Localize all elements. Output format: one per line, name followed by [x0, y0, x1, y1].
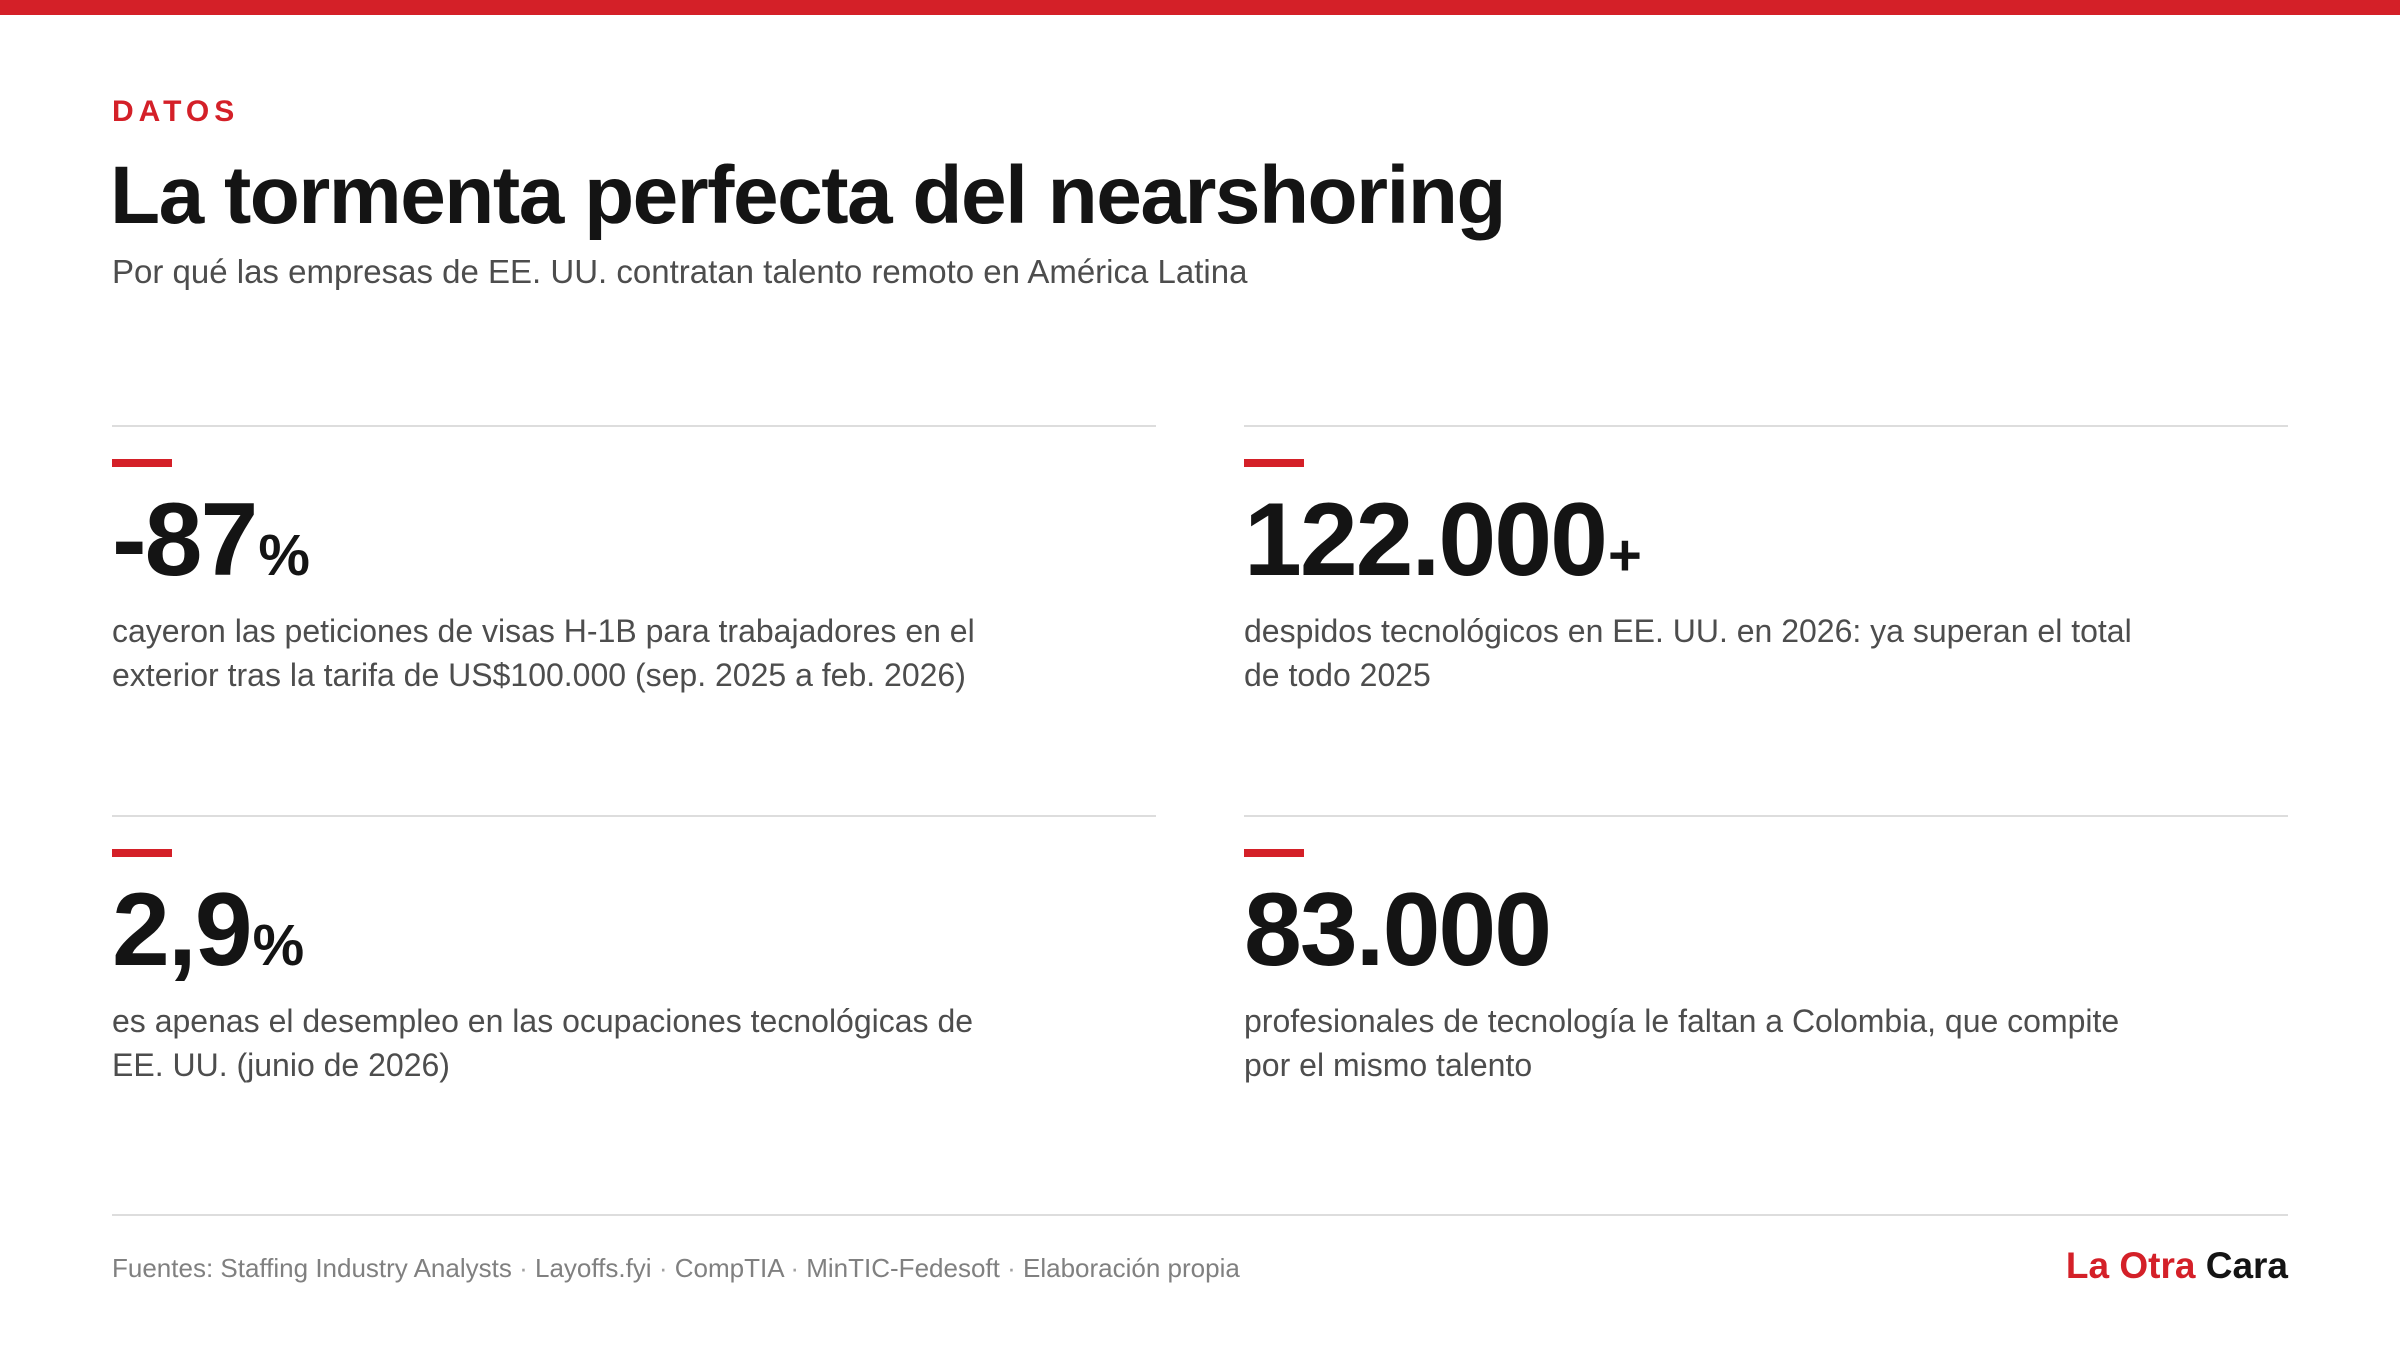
source-item: MinTIC-Fedesoft: [806, 1253, 1000, 1283]
stat-unit: %: [252, 913, 305, 978]
stat-divider: [1244, 815, 2288, 817]
brand-logo: [2066, 1244, 2288, 1288]
stat-accent-mark: [1244, 849, 1304, 857]
sources-label: Fuentes: Staffing Industry Analysts: [112, 1253, 512, 1283]
stat-number: 122.000: [1244, 482, 1606, 598]
sources-separator: ·: [1007, 1253, 1016, 1283]
stat-card-h1b-visas: [112, 425, 1156, 725]
sources-line: [112, 1252, 1240, 1284]
stat-description: cayeron las peticiones de visas H-1B para trabajadores en el exterior tras la tarifa de US$100.000 (sep. 2025 a feb. 2026): [112, 613, 975, 693]
stat-description: es apenas el desempleo en las ocupaciones tecnológicas de EE. UU. (junio de 2026): [112, 1003, 974, 1083]
brand-logo-part1: La Otra: [2065, 1245, 2196, 1286]
stat-description: despidos tecnológicos en EE. UU. en 2026: ya superan el total de todo 2025: [1244, 613, 2132, 693]
stat-divider: [1244, 425, 2288, 427]
stat-accent-mark: [112, 849, 172, 857]
brand-logo-part2: Cara: [2205, 1245, 2288, 1286]
stat-value: [1244, 872, 1552, 1016]
stat-accent-mark: [1244, 459, 1304, 467]
stat-card-tech-unemployment: [112, 815, 1156, 1115]
sources-separator: ·: [790, 1253, 800, 1283]
stat-number: 2,9: [112, 872, 251, 988]
top-accent-bar: [0, 0, 2400, 15]
sources-separator: ·: [519, 1253, 528, 1283]
stat-unit: %: [258, 523, 310, 588]
stat-unit: +: [1607, 523, 1642, 588]
stat-divider: [112, 815, 1156, 817]
stat-value: [112, 482, 310, 626]
stat-divider: [112, 425, 1156, 427]
stat-value: [112, 872, 305, 1016]
stat-accent-mark: [112, 459, 172, 467]
sources-separator: ·: [658, 1253, 668, 1283]
section-kicker: DATOS: [112, 95, 240, 128]
source-item: CompTIA: [674, 1253, 784, 1283]
source-item: Layoffs.fyi: [535, 1253, 652, 1283]
stat-description: profesionales de tecnología le faltan a Colombia, que compite por el mismo talento: [1244, 1003, 2120, 1083]
stat-card-tech-layoffs: [1244, 425, 2288, 725]
footer-divider: [112, 1214, 2288, 1216]
stat-value: [1244, 482, 1642, 626]
page-subtitle: Por qué las empresas de EE. UU. contratan talento remoto en América Latina: [112, 253, 1248, 290]
stat-number: -87: [112, 482, 257, 598]
stat-card-colombia-shortage: [1244, 815, 2288, 1115]
page-title: La tormenta perfecta del nearshoring: [110, 150, 1506, 241]
stat-number: 83.000: [1244, 872, 1551, 988]
source-item: Elaboración propia: [1023, 1253, 1240, 1283]
